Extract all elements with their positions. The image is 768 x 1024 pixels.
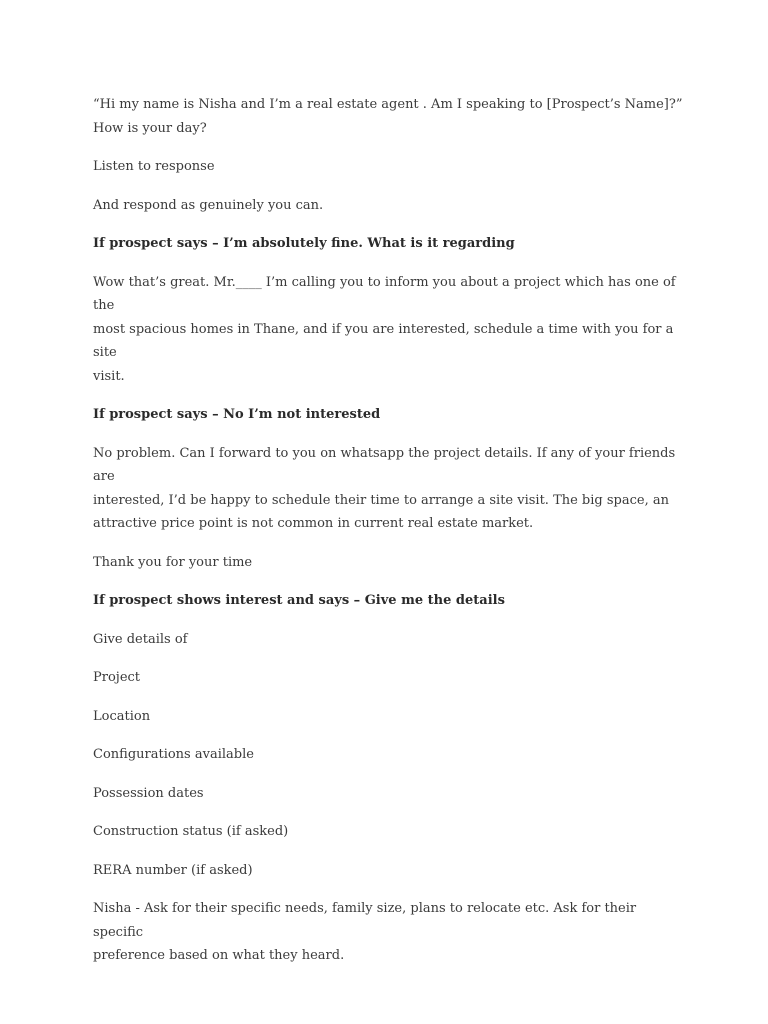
greeting-line-2: How is your day?	[93, 120, 207, 136]
whatsapp-line-3: attractive price point is not common in current real estate market.	[93, 516, 534, 531]
greeting-paragraph	[93, 93, 683, 140]
heading-not-interested: If prospect says – No I’m not interested	[93, 407, 381, 422]
needs-line-1: Nisha - Ask for their specific needs, family size, plans to relocate etc. Ask for their specific	[93, 901, 637, 940]
needs-paragraph	[93, 897, 683, 968]
detail-item-rera: RERA number (if asked)	[93, 862, 253, 878]
needs-line-2: preference based on what they heard.	[93, 948, 345, 963]
detail-item-possession: Possession dates	[93, 785, 204, 801]
detail-item-configurations: Configurations available	[93, 747, 254, 762]
detail-item-project: Project	[93, 670, 141, 685]
whatsapp-paragraph	[93, 442, 683, 536]
project-intro-line-1: Wow that’s great. Mr.____ I’m calling you to inform you about a project which has one of the	[93, 274, 676, 313]
whatsapp-line-2: interested, I’d be happy to schedule their time to arrange a site visit. The big space, an	[93, 492, 669, 508]
listen-paragraph: Listen to response	[93, 159, 215, 174]
greeting-line-1: “Hi my name is Nisha and I’m a real estate agent . Am I speaking to [Prospect’s Name]?”	[93, 97, 683, 112]
thank-you-paragraph: Thank you for your time	[93, 554, 253, 570]
project-intro-line-2: most spacious homes in Thane, and if you are interested, schedule a time with you for a site	[93, 321, 674, 360]
detail-item-construction: Construction status (if asked)	[93, 824, 289, 839]
whatsapp-line-1: No problem. Can I forward to you on whatsapp the project details. If any of your friends are	[93, 445, 676, 484]
heading-prospect-fine: If prospect says – I’m absolutely fine. What is it regarding	[93, 236, 515, 251]
project-intro-paragraph	[93, 271, 683, 389]
heading-shows-interest: If prospect shows interest and says – Give me the details	[93, 593, 505, 608]
give-details-paragraph: Give details of	[93, 631, 188, 647]
detail-item-location: Location	[93, 708, 151, 724]
project-intro-line-3: visit.	[93, 368, 125, 384]
respond-paragraph: And respond as genuinely you can.	[93, 197, 324, 213]
document-page	[93, 93, 683, 983]
